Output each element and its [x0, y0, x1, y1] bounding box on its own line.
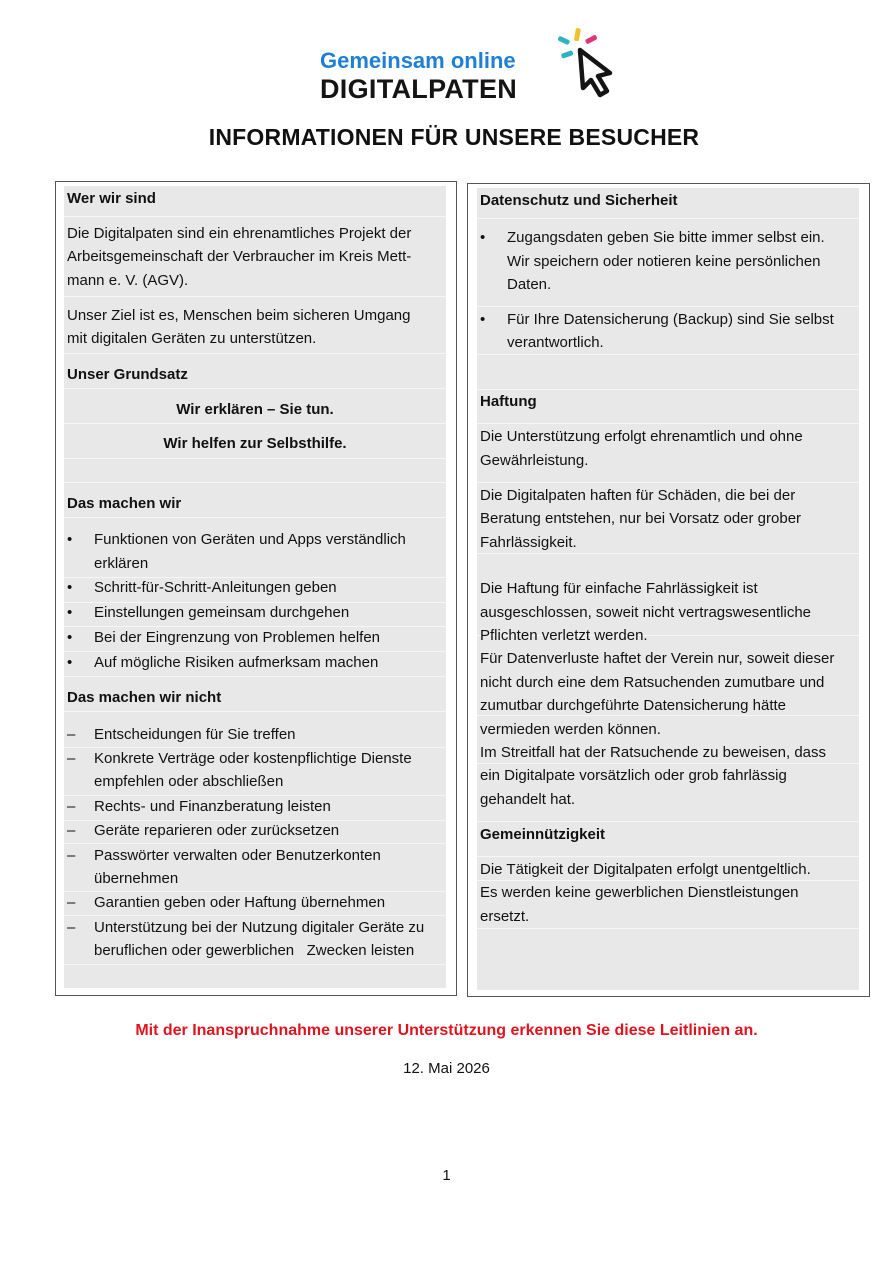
- bullet-marker: •: [480, 311, 486, 328]
- logo-line-2: DIGITALPATEN: [320, 74, 518, 104]
- bullet-marker: •: [67, 604, 73, 621]
- list-item: Einstellungen gemeinsam durchgehen: [94, 604, 350, 621]
- list-item: Geräte reparieren oder zurücksetzen: [94, 822, 340, 839]
- logo-line-1: Gemeinsam online: [320, 48, 516, 73]
- paragraph-line: mann e. V. (AGV).: [67, 272, 189, 289]
- paragraph-line: Die Digitalpaten haften für Schäden, die bei der: [480, 487, 796, 504]
- paragraph-line: nicht durch eine dem Ratsuchenden zumutbare und: [480, 674, 825, 691]
- motto-line: Wir helfen zur Selbsthilfe.: [163, 435, 347, 452]
- list-item: Bei der Eingrenzung von Problemen helfen: [94, 629, 381, 646]
- dash-marker: –: [67, 822, 76, 839]
- list-item: verantwortlich.: [507, 334, 604, 351]
- paragraph-line: Für Datenverluste haftet der Verein nur, soweit dieser: [480, 650, 835, 667]
- paragraph-line: mit digitalen Geräten zu unterstützen.: [67, 330, 317, 347]
- list-item: erklären: [94, 555, 149, 572]
- paragraph-line: Fahrlässigkeit.: [480, 534, 577, 551]
- list-item: Entscheidungen für Sie treffen: [94, 726, 296, 743]
- left-info-box: [55, 181, 457, 996]
- dash-marker: –: [67, 847, 76, 864]
- section-heading-das-machen-wir-nicht: Das machen wir nicht: [67, 689, 222, 706]
- list-item: beruflichen oder gewerblichen Zwecken leisten: [94, 942, 415, 959]
- paragraph-line: Die Haftung für einfache Fahrlässigkeit ist: [480, 580, 758, 597]
- page-number: 1: [442, 1167, 451, 1184]
- paragraph-line: Die Tätigkeit der Digitalpaten erfolgt unentgeltlich.: [480, 861, 811, 878]
- left-info-panel: [64, 186, 446, 988]
- right-info-box: [467, 183, 870, 997]
- list-item: Garantien geben oder Haftung übernehmen: [94, 894, 386, 911]
- section-heading-grundsatz: Unser Grundsatz: [67, 366, 188, 383]
- paragraph-line: Beratung entstehen, nur bei Vorsatz oder grober: [480, 510, 802, 527]
- paragraph-line: zumutbar durchgeführte Datensicherung hätte: [480, 697, 787, 714]
- paragraph-line: ausgeschlossen, soweit nicht vertragswesentliche: [480, 604, 812, 621]
- paragraph-line: gehandelt hat.: [480, 791, 576, 808]
- section-heading-datenschutz: Datenschutz und Sicherheit: [480, 192, 678, 209]
- document-date: 12. Mai 2026: [403, 1060, 490, 1077]
- dash-marker: –: [67, 894, 76, 911]
- section-heading-gemeinnuetzigkeit: Gemeinnützigkeit: [480, 826, 606, 843]
- paragraph-line: Pflichten verletzt werden.: [480, 627, 648, 644]
- list-item: Wir speichern oder notieren keine persönlichen: [507, 253, 821, 270]
- list-item: Passwörter verwalten oder Benutzerkonten: [94, 847, 381, 864]
- dash-marker: –: [67, 726, 76, 743]
- paragraph-line: Im Streitfall hat der Ratsuchende zu beweisen, dass: [480, 744, 827, 761]
- dash-marker: –: [67, 919, 76, 936]
- motto-line: Wir erklären – Sie tun.: [176, 401, 334, 418]
- list-item: empfehlen oder abschließen: [94, 773, 284, 790]
- list-item: Unterstützung bei der Nutzung digitaler Geräte zu: [94, 919, 425, 936]
- bullet-marker: •: [67, 579, 73, 596]
- section-heading-haftung: Haftung: [480, 393, 537, 410]
- paragraph-line: Es werden keine gewerblichen Dienstleistungen: [480, 884, 799, 901]
- list-item: Funktionen von Geräten und Apps verständlich: [94, 531, 406, 548]
- paragraph-line: ein Digitalpate vorsätzlich oder grob fahrlässig: [480, 767, 787, 784]
- bullet-marker: •: [480, 229, 486, 246]
- dash-marker: –: [67, 750, 76, 767]
- list-item: Rechts- und Finanzberatung leisten: [94, 798, 331, 815]
- dash-marker: –: [67, 798, 76, 815]
- bullet-marker: •: [67, 629, 73, 646]
- list-item: Für Ihre Datensicherung (Backup) sind Sie selbst: [507, 311, 834, 328]
- list-item: Daten.: [507, 276, 552, 293]
- list-item: Zugangsdaten geben Sie bitte immer selbst ein.: [507, 229, 825, 246]
- section-heading-das-machen-wir: Das machen wir: [67, 495, 182, 512]
- list-item: Auf mögliche Risiken aufmerksam machen: [94, 654, 379, 671]
- logo: [320, 28, 620, 106]
- paragraph-line: Gewährleistung.: [480, 452, 589, 469]
- list-item: Konkrete Verträge oder kostenpflichtige Dienste: [94, 750, 412, 767]
- paragraph-line: Die Digitalpaten sind ein ehrenamtliches Projekt der: [67, 225, 412, 242]
- right-info-panel: [477, 188, 859, 990]
- cursor-icon: [558, 28, 620, 100]
- acceptance-notice: Mit der Inanspruchnahme unserer Unterstützung erkennen Sie diese Leitlinien an.: [135, 1022, 758, 1039]
- bullet-marker: •: [67, 531, 73, 548]
- list-item: Schritt-für-Schritt-Anleitungen geben: [94, 579, 337, 596]
- page-title: INFORMATIONEN FÜR UNSERE BESUCHER: [208, 124, 700, 150]
- paragraph-line: Unser Ziel ist es, Menschen beim sicheren Umgang: [67, 307, 411, 324]
- paragraph-line: vermieden werden können.: [480, 721, 661, 738]
- paragraph-line: Arbeitsgemeinschaft der Verbraucher im Kreis Mett-: [67, 248, 412, 265]
- paragraph-line: Die Unterstützung erfolgt ehrenamtlich und ohne: [480, 428, 803, 445]
- section-heading-wer-wir-sind: Wer wir sind: [67, 190, 156, 207]
- bullet-marker: •: [67, 654, 73, 671]
- paragraph-line: ersetzt.: [480, 908, 530, 925]
- list-item: übernehmen: [94, 870, 179, 887]
